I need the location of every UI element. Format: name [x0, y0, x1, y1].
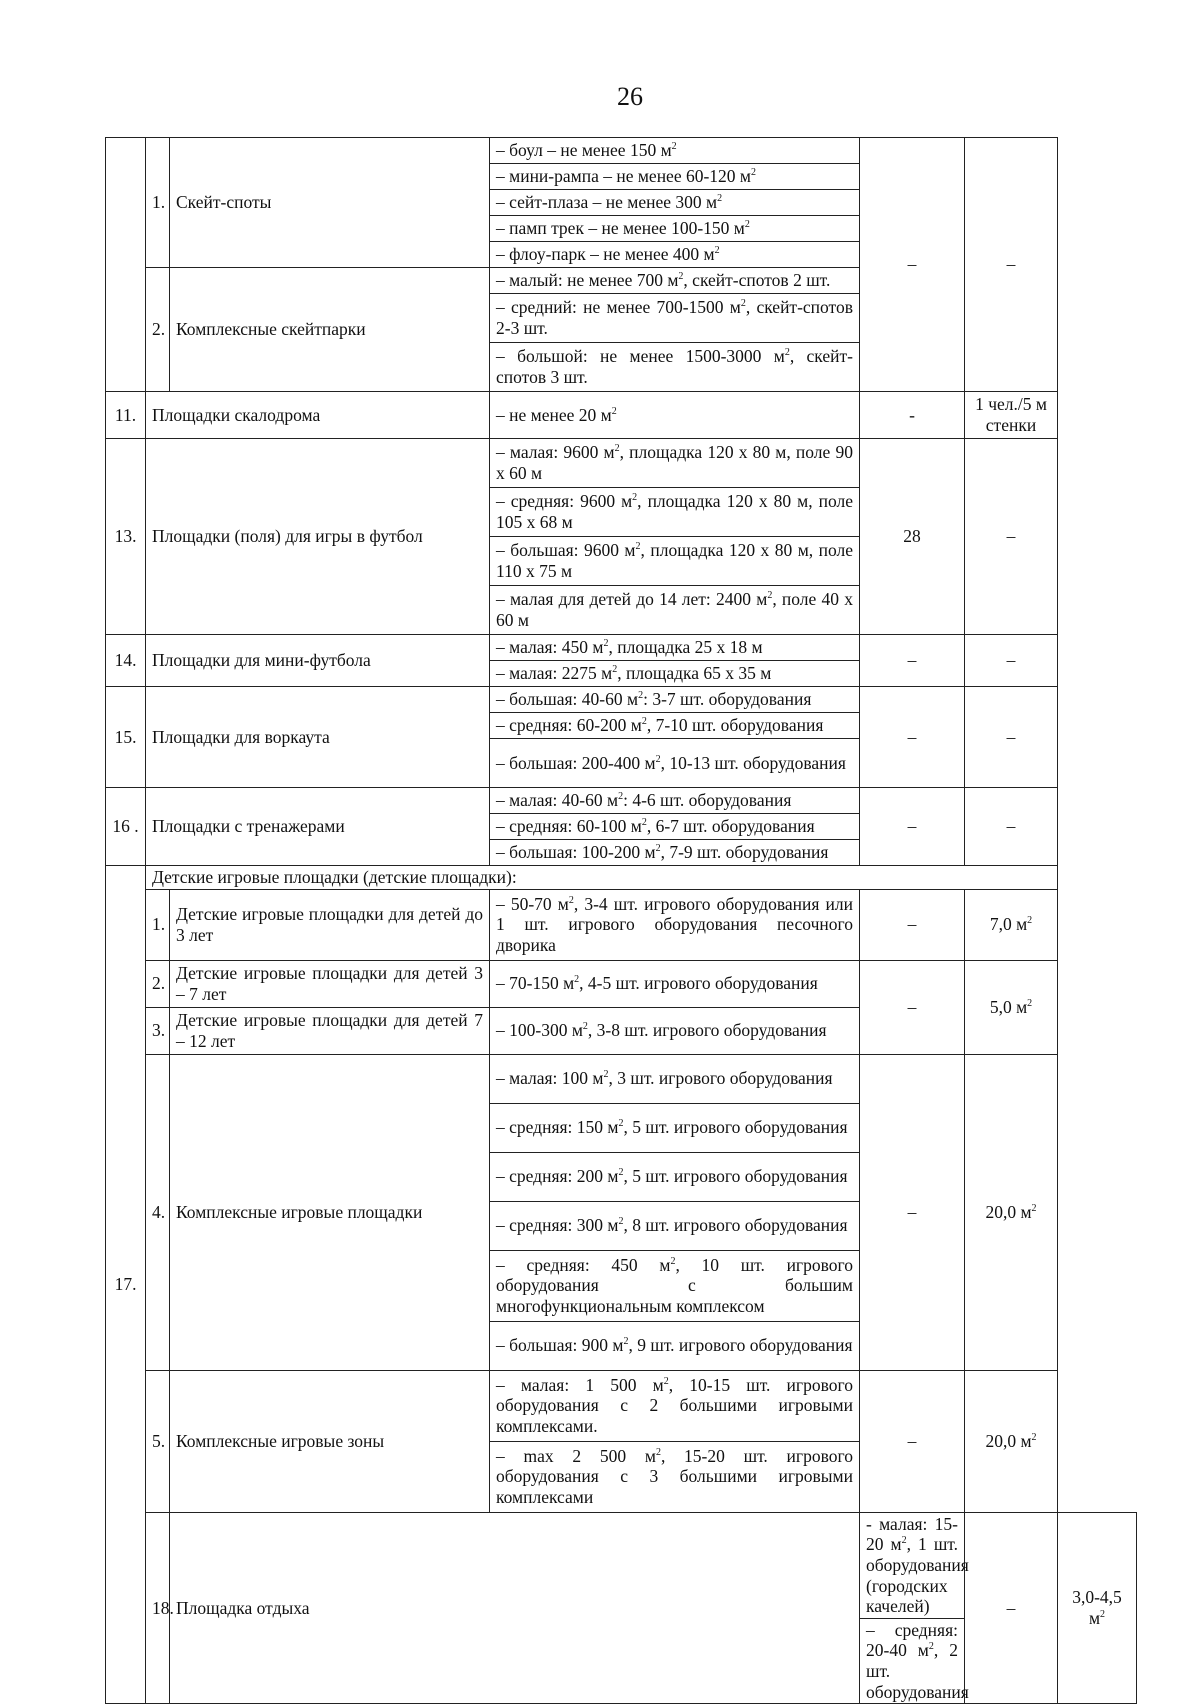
norm-value: – — [860, 889, 965, 960]
per-capita-value: 1 чел./5 м стенки — [965, 392, 1058, 439]
item-name: Площадки (поля) для игры в футбол — [146, 439, 490, 635]
requirement — [490, 392, 860, 439]
superscript: 2 — [717, 193, 723, 205]
cell-text: – боул – не менее 150 м — [496, 140, 672, 161]
norm-value: – — [860, 1370, 965, 1512]
superscript: 2 — [612, 664, 618, 676]
section-title: Детские игровые площадки (детские площадки): — [146, 866, 1058, 890]
per-capita-value — [965, 1370, 1058, 1512]
requirement — [490, 343, 860, 392]
cell-text: 7,0 м — [989, 914, 1028, 935]
cell-text: , 8 шт. игрового оборудования — [623, 1215, 848, 1236]
cell-text: – 50-70 м — [496, 893, 569, 914]
superscript: 2 — [751, 167, 756, 179]
page-number: 26 — [617, 82, 643, 111]
row-17-2 — [106, 960, 1137, 1007]
cell-text: – средняя: 20-40 м — [866, 1619, 958, 1661]
item-name: Площадки с тренажерами — [146, 788, 490, 866]
cell-text: – сейт-плаза – не менее 300 м — [496, 192, 718, 213]
requirement — [490, 439, 860, 488]
superscript: 2 — [618, 1167, 624, 1179]
row-15 — [106, 687, 1137, 713]
cell-text: – большой: не менее 1500-3000 м — [496, 346, 785, 367]
superscript: 2 — [655, 1446, 661, 1458]
cell-text: – малая: 2275 м — [496, 663, 613, 684]
norm-value: – — [860, 138, 965, 392]
requirement — [490, 1250, 860, 1321]
per-capita-value — [1058, 1512, 1137, 1704]
superscript: 2 — [1027, 915, 1033, 927]
superscript: 2 — [1027, 997, 1033, 1009]
cell-text: – малая: 9600 м — [496, 442, 615, 463]
superscript: 2 — [618, 791, 624, 803]
cell-text: , 15-20 шт. игрового оборудования с 3 большими игровыми комплексами — [496, 1445, 853, 1507]
requirement — [490, 1321, 860, 1370]
requirement — [490, 889, 860, 960]
cell-text: , 2 шт. оборудования — [866, 1640, 969, 1702]
row-number: 11. — [106, 392, 146, 439]
cell-text: : 3-7 шт. оборудования — [643, 689, 812, 710]
cell-text: , 5 шт. игрового оборудования — [623, 1166, 848, 1187]
superscript: 2 — [671, 141, 677, 153]
requirement — [490, 1152, 860, 1201]
requirement — [490, 739, 860, 788]
requirement — [490, 1054, 860, 1103]
superscript: 2 — [603, 1069, 609, 1081]
row-number: 16 . — [106, 788, 146, 866]
cell-text: , 5 шт. игрового оборудования — [623, 1117, 848, 1138]
norm-value: – — [860, 687, 965, 788]
cell-text: : 4-6 шт. оборудования — [623, 790, 792, 811]
requirement — [490, 1007, 860, 1054]
cell-text: - малая: 15-20 м — [866, 1513, 958, 1555]
row-number: 15. — [106, 687, 146, 788]
requirement — [490, 216, 860, 242]
norm-value: 28 — [860, 439, 965, 635]
cell-text: , 10 шт. игрового оборудования с большим многофункциональным комплексом — [496, 1254, 853, 1316]
cell-text: , площадка 25 х 18 м — [608, 637, 763, 658]
cell-text: – малый: не менее 700 м — [496, 270, 679, 291]
cell-text: , 7-9 шт. оборудования — [660, 842, 829, 863]
cell-text: , 3 шт. игрового оборудования — [608, 1068, 833, 1089]
cell-text: , скейт-спотов 2 шт. — [683, 270, 831, 291]
superscript: 2 — [618, 1216, 624, 1228]
requirement — [490, 268, 860, 294]
item-name: Детские игровые площадки для детей до 3 лет — [170, 889, 490, 960]
requirement — [490, 1103, 860, 1152]
item-name: Детские игровые площадки для детей 3 – 7 лет — [170, 960, 490, 1007]
cell-text: – малая для детей до 14 лет: 2400 м — [496, 589, 768, 610]
superscript: 2 — [740, 298, 746, 310]
superscript: 2 — [618, 1118, 624, 1130]
superscript: 2 — [641, 716, 647, 728]
requirement — [490, 635, 860, 661]
norm-value: – — [860, 1054, 965, 1370]
cell-text: 3,0-4,5 м — [1072, 1587, 1122, 1629]
superscript: 2 — [670, 1255, 676, 1267]
superscript: 2 — [744, 219, 750, 231]
skate-row — [106, 138, 1137, 164]
requirement — [490, 1201, 860, 1250]
cell-text: , 3-8 шт. игрового оборудования — [587, 1020, 827, 1041]
cell-text: , 9 шт. игрового оборудования — [628, 1335, 853, 1356]
requirement — [860, 1618, 969, 1704]
standards-table — [105, 137, 1137, 1704]
requirement — [490, 661, 860, 687]
requirement — [490, 1370, 860, 1441]
item-name: Площадки для мини-футбола — [146, 635, 490, 687]
requirement — [490, 537, 860, 586]
row-13 — [106, 439, 1137, 488]
superscript: 2 — [714, 245, 720, 257]
row-number — [106, 138, 146, 392]
cell-text: , 1 шт. оборудования (городских качелей) — [866, 1534, 969, 1617]
cell-text: – max 2 500 м — [496, 1445, 656, 1466]
cell-text: , 3-4 шт. игрового оборудования или 1 шт. игрового оборудования песочного дворика — [496, 893, 853, 955]
superscript: 2 — [611, 405, 617, 417]
cell-text: , площадка 120 х 80 м, поле 90 х 60 м — [496, 442, 853, 483]
sub-number: 2. — [146, 960, 170, 1007]
cell-text: – средний: не менее 700-1500 м — [496, 297, 741, 318]
superscript: 2 — [901, 1535, 907, 1547]
requirement — [490, 586, 860, 635]
row-18 — [106, 1512, 1137, 1618]
requirement — [490, 138, 860, 164]
requirement — [490, 960, 860, 1007]
cell-text: – средняя: 9600 м — [496, 491, 633, 512]
superscript: 2 — [582, 1021, 588, 1033]
norm-value: – — [860, 788, 965, 866]
cell-text: , 10-13 шт. оборудования — [660, 752, 846, 773]
norm-value: - — [860, 392, 965, 439]
cell-text: 5,0 м — [989, 996, 1028, 1017]
cell-text: – не менее 20 м — [496, 404, 612, 425]
superscript: 2 — [1031, 1431, 1037, 1443]
sub-number: 5. — [146, 1370, 170, 1512]
item-name: Комплексные игровые площадки — [170, 1054, 490, 1370]
superscript: 2 — [632, 492, 638, 504]
row-16 — [106, 788, 1137, 814]
cell-text: , площадка 65 х 35 м — [617, 663, 772, 684]
per-capita-value: – — [965, 687, 1058, 788]
requirement — [490, 788, 860, 814]
cell-text: , площадка 120 х 80 м, поле 110 х 75 м — [496, 540, 853, 581]
superscript: 2 — [678, 271, 684, 283]
row-17-4 — [106, 1054, 1137, 1103]
sub-number: 2. — [146, 268, 170, 392]
cell-text: – средняя: 450 м — [496, 1254, 671, 1275]
item-name: Площадка отдыха — [170, 1512, 860, 1704]
per-capita-value: – — [965, 138, 1058, 392]
cell-text: , 7-10 шт. оборудования — [646, 715, 824, 736]
row-17-5 — [106, 1370, 1137, 1441]
cell-text: , поле 40 х 60 м — [496, 589, 853, 630]
cell-text: – средняя: 60-100 м — [496, 816, 642, 837]
norm-value: – — [860, 960, 965, 1054]
sub-number: 1. — [146, 889, 170, 960]
requirement — [490, 1441, 860, 1512]
norm-value: – — [860, 635, 965, 687]
row-number: 18. — [146, 1512, 170, 1704]
row-number: 14. — [106, 635, 146, 687]
cell-text: – мини-рампа – не менее 60-120 м — [496, 166, 751, 187]
cell-text: , скейт-спотов 2-3 шт. — [496, 297, 853, 338]
requirement — [490, 713, 860, 739]
superscript: 2 — [784, 347, 790, 359]
cell-text: – средняя: 200 м — [496, 1166, 619, 1187]
superscript: 2 — [928, 1641, 934, 1653]
superscript: 2 — [568, 894, 574, 906]
superscript: 2 — [655, 753, 661, 765]
superscript: 2 — [663, 1375, 669, 1387]
superscript: 2 — [638, 690, 644, 702]
superscript: 2 — [614, 443, 620, 455]
superscript: 2 — [1031, 1202, 1037, 1214]
cell-text: , 6-7 шт. оборудования — [646, 816, 815, 837]
row-11 — [106, 392, 1137, 439]
per-capita-value — [965, 889, 1058, 960]
norm-value: – — [965, 1512, 1058, 1704]
requirement — [490, 488, 860, 537]
superscript: 2 — [655, 843, 661, 855]
cell-text: – памп трек – не менее 100-150 м — [496, 218, 745, 239]
sub-number: 4. — [146, 1054, 170, 1370]
cell-text: – средняя: 150 м — [496, 1117, 619, 1138]
requirement — [490, 242, 860, 268]
sub-number: 1. — [146, 138, 170, 268]
row-17-1 — [106, 889, 1137, 960]
item-name: Площадки для воркаута — [146, 687, 490, 788]
requirement — [860, 1512, 969, 1618]
row-number: 13. — [106, 439, 146, 635]
sub-number: 3. — [146, 1007, 170, 1054]
item-name: Детские игровые площадки для детей 7 – 12 лет — [170, 1007, 490, 1054]
row-number: 17. — [106, 866, 146, 1704]
superscript: 2 — [635, 541, 641, 553]
item-name: Комплексные игровые зоны — [170, 1370, 490, 1512]
cell-text: 20,0 м — [985, 1201, 1032, 1222]
cell-text: – малая: 40-60 м — [496, 790, 619, 811]
row-17-title — [106, 866, 1137, 890]
cell-text: – малая: 100 м — [496, 1068, 604, 1089]
cell-text: – большая: 100-200 м — [496, 842, 656, 863]
requirement — [490, 840, 860, 866]
cell-text: – средняя: 300 м — [496, 1215, 619, 1236]
requirement — [490, 164, 860, 190]
requirement — [490, 294, 860, 343]
superscript: 2 — [1100, 1609, 1106, 1621]
item-name: Площадки скалодрома — [146, 392, 490, 439]
cell-text: – 100-300 м — [496, 1020, 583, 1041]
cell-text: , 10-15 шт. игрового оборудования с 2 большими игровыми комплексами. — [496, 1374, 853, 1436]
row-14 — [106, 635, 1137, 661]
superscript: 2 — [767, 590, 773, 602]
cell-text: – большая: 9600 м — [496, 540, 636, 561]
cell-text: 20,0 м — [985, 1430, 1032, 1451]
cell-text: – большая: 200-400 м — [496, 752, 656, 773]
cell-text: – флоу-парк – не менее 400 м — [496, 244, 715, 265]
item-name: Скейт-споты — [170, 138, 490, 268]
superscript: 2 — [641, 817, 647, 829]
cell-text: – большая: 40-60 м — [496, 689, 639, 710]
per-capita-value: – — [965, 635, 1058, 687]
requirement — [490, 814, 860, 840]
requirement — [490, 687, 860, 713]
superscript: 2 — [574, 974, 580, 986]
superscript: 2 — [623, 1336, 629, 1348]
cell-text: – средняя: 60-200 м — [496, 715, 642, 736]
cell-text: – малая: 1 500 м — [496, 1374, 664, 1395]
item-name: Комплексные скейтпарки — [170, 268, 490, 392]
cell-text: – большая: 900 м — [496, 1335, 624, 1356]
per-capita-value: – — [965, 788, 1058, 866]
requirement — [490, 190, 860, 216]
cell-text: – малая: 450 м — [496, 637, 604, 658]
cell-text: , скейт-спотов 3 шт. — [496, 346, 853, 387]
cell-text: – 70-150 м — [496, 973, 575, 994]
per-capita-value — [965, 960, 1058, 1054]
cell-text: , 4-5 шт. игрового оборудования — [579, 973, 818, 994]
per-capita-value — [965, 1054, 1058, 1370]
per-capita-value: – — [965, 439, 1058, 635]
cell-text: , площадка 120 х 80 м, поле 105 х 68 м — [496, 491, 853, 532]
superscript: 2 — [603, 638, 609, 650]
